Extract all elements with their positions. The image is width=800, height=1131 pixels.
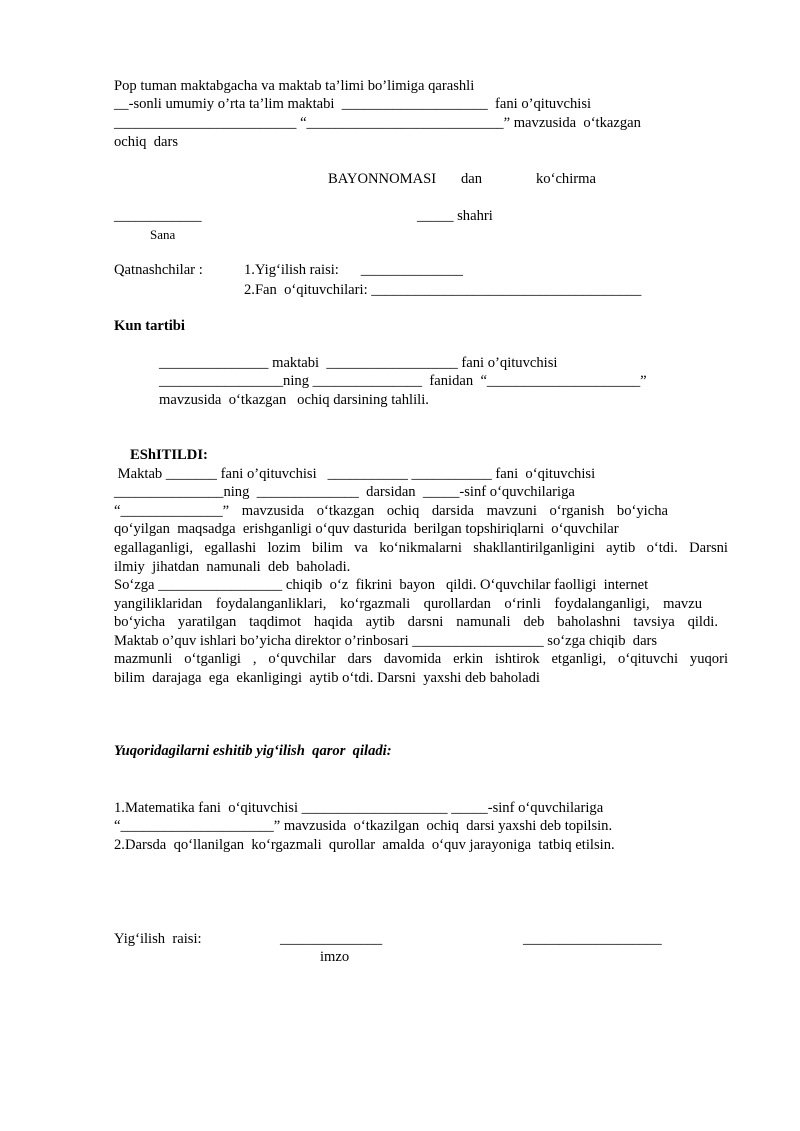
date-label: Sana [150,227,176,242]
agenda-heading: Kun tartibi [114,318,185,334]
heard-line: bilim darajaga ega ekanligingi aytib o‘tdi. Darsni yaxshi deb baholadi [114,670,540,686]
heard-line: Maktab o’quv ishlari bo’yicha direktor o’rinbosari __________________ so‘zga chiqib dars [114,633,658,649]
date-blank: ____________ [114,208,202,224]
header-line-4: ochiq dars [114,134,179,150]
city-line: _____ shahri [417,208,493,224]
heard-line: qo‘yilgan maqsadga erishganligi o‘quv dasturida berilgan topshiriqlarni o‘quvchilar [114,521,619,537]
heard-line: So‘zga _________________ chiqib o‘z fikrini bayon qildi. O‘quvchilar faolligi internet [114,577,649,593]
heard-line: _______________ning ______________ darsidan _____-sinf o‘quvchilariga [114,484,575,500]
title-dan: dan [461,171,483,187]
heard-line: bo‘yicha yaratilgan taqdimot haqida aytib darsni namunali deb baholashni tavsiya qildi. [114,614,718,630]
title-kochirma: ko‘chirma [536,171,596,187]
agenda-line-2: _________________ning _______________ fanidan “_____________________” [159,373,647,389]
heard-line: egallaganligi, egallashi lozim bilim va ko‘nikmalarni shakllantirilganligini aytib o‘tdi. Darsni [114,540,728,556]
decision-line-1: 1.Matematika fani o‘qituvchisi ____________________ _____-sinf o‘quvchilariga [114,800,604,816]
header-line-1: Pop tuman maktabgacha va maktab ta’limi bo’limiga qarashli [114,78,475,94]
signature-name-blank: ___________________ [523,931,662,947]
header-line-2: __-sonli umumiy o’rta ta’lim maktabi ____________________ fani o’qituvchisi [114,96,592,112]
participants-item-2: 2.Fan o‘qituvchilari: _____________________________________ [244,282,642,298]
signature-imzo-label: imzo [320,949,350,965]
participants-label: Qatnashchilar : [114,262,203,278]
heard-line: yangiliklaridan foydalanganliklari, ko‘rgazmali qurollardan o‘rinli foydalanganligi, mavzu [114,596,702,612]
agenda-line-1: _______________ maktabi __________________ fani o’qituvchisi [159,355,558,371]
decision-line-2: “_____________________” mavzusida o‘tkazilgan ochiq darsi yaxshi deb topilsin. [114,818,613,834]
heard-line: mazmunli o‘tganligi , o‘quvchilar dars davomida erkin ishtirok etganligi, o‘qituvchi yuqori [114,651,728,667]
heard-line: Maktab _______ fani o’qituvchisi ___________ ___________ fani o‘qituvchisi [114,466,596,482]
decision-heading: Yuqoridagilarni eshitib yig‘ilish qaror qiladi: [114,743,392,759]
signature-label: Yig‘ilish raisi: [114,931,202,947]
decision-line-3: 2.Darsda qo‘llanilgan ko‘rgazmali qurollar amalda o‘quv jarayoniga tatbiq etilsin. [114,837,615,853]
title-bayonnomasi: BAYONNOMASI [328,171,437,187]
heard-line: ilmiy jihatdan namunali deb baholadi. [114,559,351,575]
heard-line: “______________” mavzusida o‘tkazgan ochiq darsida mavzuni o‘rganish bo‘yicha [114,503,668,519]
signature-blank: ______________ [280,931,383,947]
heard-heading: EShITILDI: [130,447,208,463]
header-line-3: _________________________ “___________________________” mavzusida o‘tkazgan [114,115,641,131]
agenda-line-3: mavzusida o‘tkazgan ochiq darsining tahlili. [159,392,429,408]
participants-item-1: 1.Yig‘ilish raisi: ______________ [244,262,463,278]
